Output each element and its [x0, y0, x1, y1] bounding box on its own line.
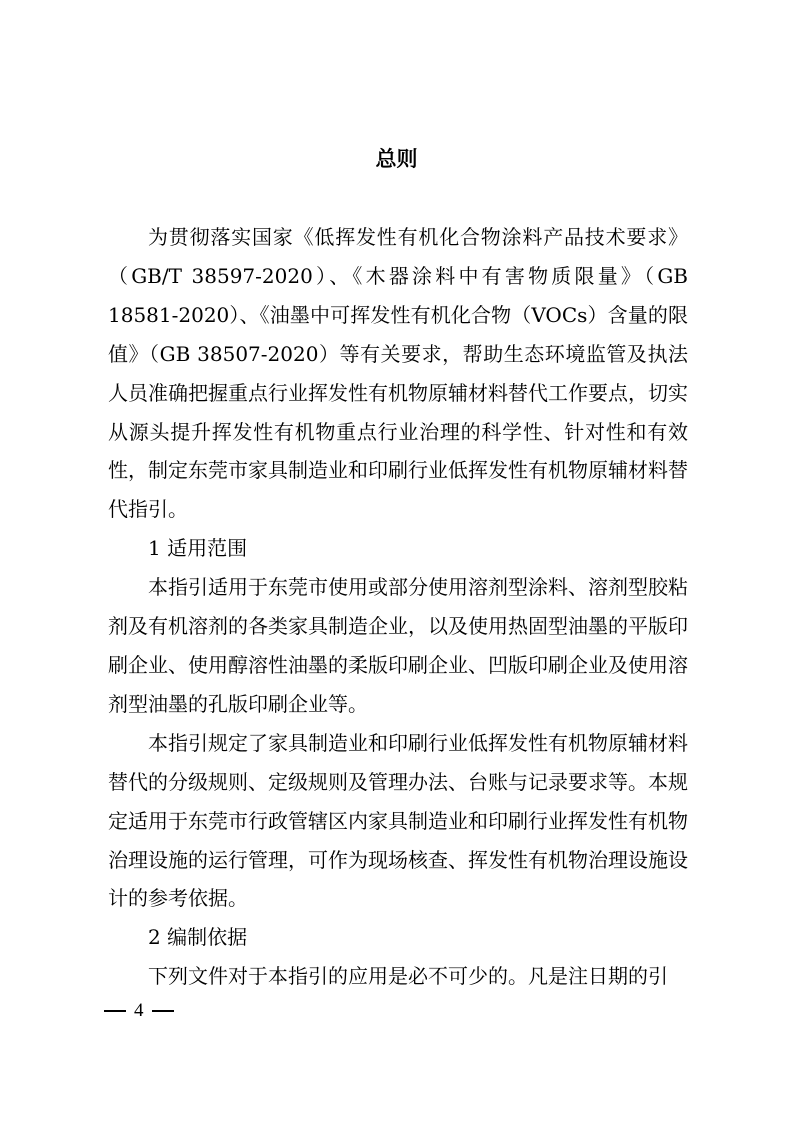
- page-number: 4: [134, 1000, 144, 1021]
- page-footer: [104, 997, 174, 1024]
- footer-dash-left: [104, 1010, 126, 1012]
- intro-paragraph: 为贯彻落实国家《低挥发性有机化合物涂料产品技术要求》（GB/T 38597-2020）、《木器涂料中有害物质限量》（GB 18581-2020）、《油墨中可挥发性有机化合物（VOCs）含量的限值》（GB 38507-2020）等有关要求，帮助生态环境监管及执法人员准确把握重点行业挥发性有机物原辅材料替代工作要点，切实从源头提升挥发性有机物重点行业治理的科学性、针对性和有效性，制定东莞市家具制造业和印刷行业低挥发性有机物原辅材料替代指引。: [108, 225, 688, 522]
- scope-paragraph-2: 本指引规定了家具制造业和印刷行业低挥发性有机物原辅材料替代的分级规则、定级规则及管理办法、台账与记录要求等。本规定适用于东莞市行政管辖区内家具制造业和印刷行业挥发性有机物治理设施的运行管理，可作为现场核查、挥发性有机物治理设施设计的参考依据。: [108, 730, 688, 911]
- scope-paragraph-1: 本指引适用于东莞市使用或部分使用溶剂型涂料、溶剂型胶粘剂及有机溶剂的各类家具制造企业，以及使用热固型油墨的平版印刷企业、使用醇溶性油墨的柔版印刷企业、凹版印刷企业及使用溶剂型油墨的孔版印刷企业等。: [108, 575, 688, 716]
- section-heading-scope: 1 适用范围: [148, 536, 248, 561]
- page-title: 总则: [375, 147, 418, 171]
- document-body: [108, 218, 688, 996]
- basis-paragraph: 下列文件对于本指引的应用是必不可少的。凡是注日期的引: [148, 964, 668, 989]
- section-heading-basis: 2 编制依据: [148, 925, 248, 950]
- footer-dash-right: [152, 1010, 174, 1012]
